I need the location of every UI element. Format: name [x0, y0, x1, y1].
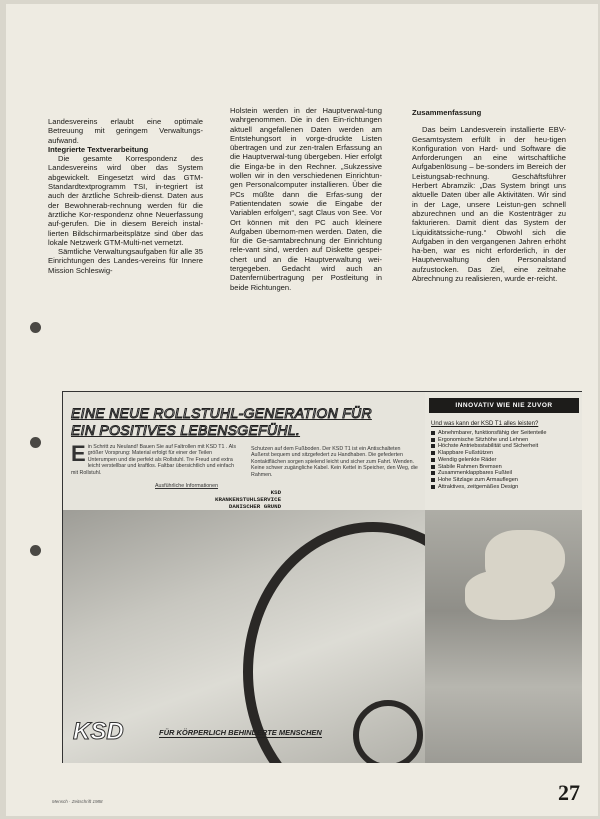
column-1-body-2: Sämtliche Verwaltungsaufgaben für alle 35 Einrichtungen des Landes-vereins für Innere Mission Schleswig- — [48, 247, 203, 275]
column-1-body: Die gesamte Korrespondenz des Landesvereins wird über das System abgewickelt. Eingesetzt wird das GTM-Standardtextprogramm TSI, in-tegriert ist auch der ärztliche Schreib-dienst. Daten aus der Bewohnerab-rechnung werden für die ärztliche Kor-respondenz ohne Neuerfassung auf-gerufen. Die in diesem Bereich instal-lierten Bildschirmarbeitsplätze sind über das lokale Netzwerk GTM-Multi-net vernetzt. — [48, 154, 203, 247]
column-2-body: Holstein werden in der Hauptverwal-tung wahrgenommen. Die in den Ein-richtungen aktuell angefallenen Daten werden am Entstehungsort in vorge-druckte Listen übertragen und zur zen-tralen Erfassung an die Hauptverwal-tung übergeben. Hier erfolgt die Einga-be in den Rechner. „Sukzessive wollen wir in den verschiedenen Einrichtun-gen Personalcomputer installieren. Über die PCs müßte dann die Erfas-sung der Patientendaten sowie die Eingabe der Variablen erfolgen“, sagt Claus von See. Vor Ort können mit den PC auch kleinere Aufgaben übernom-men werden. Daten, die für die Ge-samtabrechnung der Einrichtung rele-vant sind, werden auf Diskette gespei-chert und an die Hauptverwaltung wei-tergegeben. Gedacht wird auch an Datenfernübertragung per Postleitung in beide Richtungen. — [230, 106, 382, 292]
ad-body-text-2: Schutzen auf dem Fußboden. Der KSD T1 ist ein Antischalteten Außerst bequem und sitzgefedert zu Handhaben. Die gefederten Kontaktflächen sorgen spielend leicht und sicher zum Fahrt. Wenden. Keine schwer zugängliche Kabel. Kein Kettel in Speicher, den Weg, die Rahmen. — [251, 446, 418, 478]
article-column-3 — [412, 108, 566, 283]
feature-item: Wendig gelenkte Räder — [431, 457, 547, 464]
feature-item: Höchste Antriebsstabilität und Sicherheit — [431, 443, 547, 450]
section-heading-textverarbeitung: Integrierte Textverarbeitung — [48, 144, 149, 154]
features-heading: Und was kann der KSD T1 alles leisten? — [431, 421, 539, 427]
hands-photo — [425, 510, 582, 763]
ksd-slogan: FÜR KÖRPERLICH BEHINDERTE MENSCHEN — [159, 728, 322, 737]
punch-hole-middle — [30, 437, 41, 448]
ad-info-link[interactable]: Ausführliche Informationen — [155, 483, 219, 489]
footer-publication: Mensch · Zeitschrift 1988 — [52, 799, 103, 804]
features-list — [431, 430, 547, 490]
article-column-1 — [48, 117, 203, 275]
feature-item: Ergonomische Sitzhöhe und Lehnen — [431, 437, 547, 444]
feature-item: Klappbare Fußstützen — [431, 450, 547, 457]
feature-item: Attraktives, zeitgemäßes Design — [431, 484, 547, 491]
ad-dropcap: E — [71, 441, 86, 466]
ad-headline — [71, 405, 421, 439]
column-1-intro: Landesvereins erlaubt eine optimale Betreuung mit geringem Verwaltungs-aufwand. — [48, 117, 203, 145]
magazine-page — [6, 4, 598, 816]
feature-item: Zusammenklappbares Fußteil — [431, 470, 547, 477]
ad-body-text-1 — [71, 441, 241, 476]
page-number: 27 — [558, 780, 580, 805]
ad-headline-line-1: EINE NEUE ROLLSTUHL-GENERATION FÜR — [71, 405, 372, 421]
ad-headline-line-2: EIN POSITIVES LEBENSGEFÜHL. — [71, 422, 301, 438]
feature-item: Stabile Rahmen Bremsen — [431, 464, 547, 471]
innovative-banner: INNOVATIV WIE NIE ZUVOR — [429, 398, 579, 413]
feature-item: Hohe Sitzlage zum Armauflegen — [431, 477, 547, 484]
ad-right-panel — [425, 392, 582, 762]
feature-item: Abnehmbarer, funktionsfähig der Seitenteile — [431, 430, 547, 437]
ad-brand-bar — [63, 716, 425, 746]
ad-left-panel — [63, 392, 425, 762]
address-line-1: KSD — [270, 489, 282, 496]
ksd-logo: KSD — [73, 718, 124, 745]
punch-hole-bottom — [30, 545, 41, 556]
address-line-3: DANISCHER GRUND — [228, 503, 282, 511]
section-heading-zusammenfassung: Zusammenfassung — [412, 108, 482, 117]
article-column-2 — [230, 106, 382, 292]
wheelchair-advertisement — [62, 391, 582, 763]
ad-body-text-1-content: in Schritt zu Neuland! Bauen Sie auf Faltrollen mit KSD T1 . Als größer Vorsprung: Material erfolgt für einer der Teilen Unterumpen und die perfekt als Rollstuhl. Tre Freud und extra leicht verstellbar und kraftlos. Faltbar übersichtlich und einfach mit Rollstuhl. — [71, 444, 236, 476]
punch-hole-top — [30, 322, 41, 333]
column-3-body: Das beim Landesverein installierte EBV-Gesamtsystem erfüllt in der heu-tigen Konfiguration von Hard- und Software die Anforderungen an eine wirtschaftliche Aufgabenlösung – be-sonders im Bereich der Leistungsab-rechnung. Geschäftsführer Herbert Abramzik: „Das System bringt uns aktuelle Daten über alle Aktivitäten. Wir sind in der Lage, unsere Leistun-gen schnell abzurechnen und an die Kostenträger zu fakturieren. Damit dient das System der Liquiditätssiche-rung.“ Obwohl sich die Aufgaben in den vergangenen Jahren erhöht ha-ben, war es nicht erforderlich, in der Hauptverwaltung den Personalstand aufzustocken. Das Ziel, eine zeitnahe Abrechnung zu realisieren, wurde er-reicht. — [412, 125, 566, 284]
address-line-2: KRANKENSTUHLSERVICE — [215, 496, 282, 504]
hand-image-2 — [465, 570, 555, 620]
